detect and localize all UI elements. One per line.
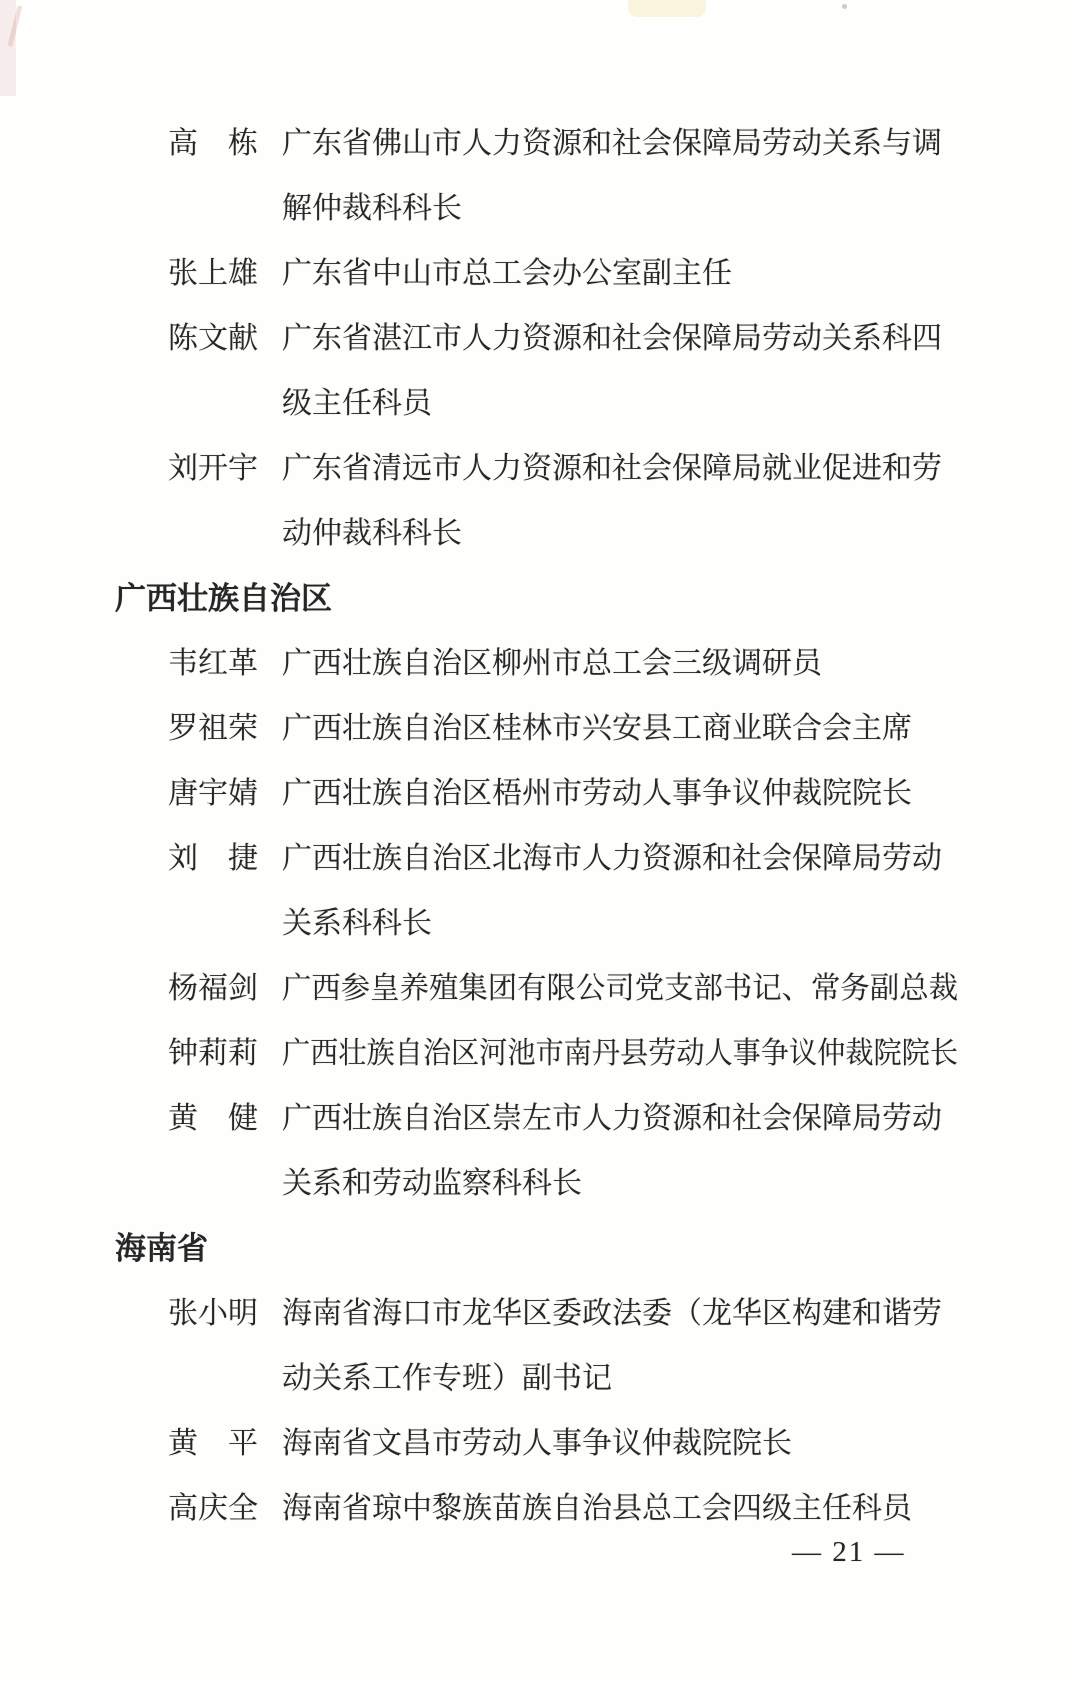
person-title-line: 关系和劳动监察科科长: [282, 1167, 582, 1200]
scan-artifact-cream-smudge: [628, 0, 706, 17]
person-title: [282, 696, 958, 761]
person-title-line: 广东省湛江市人力资源和社会保障局劳动关系科四: [282, 322, 942, 355]
section-heading-hainan: 海南省: [115, 1231, 208, 1266]
person-name: 张小明: [168, 1297, 258, 1330]
person-name: 刘捷: [168, 842, 258, 875]
page-number: — 21 —: [792, 1536, 906, 1568]
roster-list: [115, 111, 975, 1541]
person-name: 黄平: [168, 1427, 258, 1460]
person-title-line: 海南省文昌市劳动人事争议仲裁院院长: [282, 1427, 792, 1460]
person-title-line: 广西壮族自治区桂林市兴安县工商业联合会主席: [282, 712, 912, 745]
person-title-line: 广西参皇养殖集团有限公司党支部书记、常务副总裁: [282, 972, 958, 1005]
person-title-line: 广东省佛山市人力资源和社会保障局劳动关系与调: [282, 127, 942, 160]
list-item: [115, 1021, 975, 1086]
person-name: 韦红革: [168, 647, 258, 680]
person-title: [282, 436, 958, 566]
list-item: [115, 696, 975, 761]
person-title-line: 广西壮族自治区柳州市总工会三级调研员: [282, 647, 822, 680]
person-title: [282, 956, 958, 1021]
person-name: 陈文献: [168, 322, 258, 355]
list-item: [115, 1281, 975, 1411]
person-title: [282, 631, 958, 696]
person-title-line: 海南省琼中黎族苗族自治县总工会四级主任科员: [282, 1492, 912, 1525]
list-item: [115, 761, 975, 826]
scan-artifact-pink-strip: [0, 0, 16, 96]
person-title: [282, 241, 958, 306]
person-title-line: 广西壮族自治区北海市人力资源和社会保障局劳动: [282, 842, 942, 875]
scan-artifact-speck: [842, 4, 847, 9]
person-title: [282, 1281, 958, 1411]
person-title-line: 级主任科员: [282, 387, 432, 420]
list-item: [115, 631, 975, 696]
person-title: [282, 1411, 958, 1476]
person-name: 张上雄: [168, 257, 258, 290]
person-name: 刘开宇: [168, 452, 258, 485]
person-name: 高栋: [168, 127, 258, 160]
person-name: 黄健: [168, 1102, 258, 1135]
person-name: 钟莉莉: [168, 1037, 258, 1070]
list-item: [115, 1411, 975, 1476]
person-title: [282, 111, 958, 241]
person-title-line: 海南省海口市龙华区委政法委（龙华区构建和谐劳: [282, 1297, 942, 1330]
person-title-line: 广东省清远市人力资源和社会保障局就业促进和劳: [282, 452, 942, 485]
list-item: [115, 306, 975, 436]
person-name: 杨福剑: [168, 972, 258, 1005]
list-item: [115, 1086, 975, 1216]
list-item: [115, 956, 975, 1021]
person-title: [282, 826, 958, 956]
list-item: [115, 241, 975, 306]
person-title-line: 广东省中山市总工会办公室副主任: [282, 257, 732, 290]
person-title: [282, 761, 958, 826]
person-name: 罗祖荣: [168, 712, 258, 745]
person-title-line: 动仲裁科科长: [282, 517, 462, 550]
list-item: [115, 436, 975, 566]
person-title-line: 广西壮族自治区河池市南丹县劳动人事争议仲裁院院长: [282, 1037, 958, 1070]
person-title: [282, 1086, 958, 1216]
person-title: [282, 306, 958, 436]
person-title-line: 广西壮族自治区崇左市人力资源和社会保障局劳动: [282, 1102, 942, 1135]
person-title-line: 广西壮族自治区梧州市劳动人事争议仲裁院院长: [282, 777, 912, 810]
person-title-line: 解仲裁科科长: [282, 192, 462, 225]
person-name: 唐宇婧: [168, 777, 258, 810]
list-item: [115, 111, 975, 241]
person-title-line: 动关系工作专班）副书记: [282, 1362, 612, 1395]
person-name: 高庆全: [168, 1492, 258, 1525]
list-item: [115, 826, 975, 956]
section-heading-guangxi: 广西壮族自治区: [115, 581, 332, 616]
person-title-line: 关系科科长: [282, 907, 432, 940]
person-title: [282, 1021, 958, 1086]
